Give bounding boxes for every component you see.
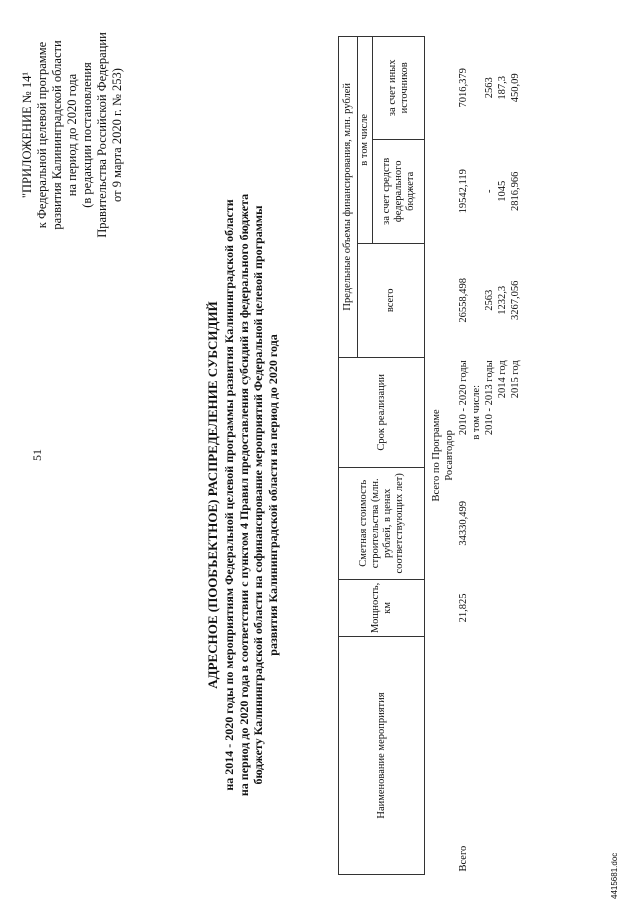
appendix-line-6: Правительства Российской Федерации [95, 32, 109, 238]
cell-period: 2010 - 2013 годы [484, 360, 495, 436]
section-line-1: Всего по Программе [431, 409, 442, 502]
cell-period: в том числе: [471, 384, 482, 440]
subtitle-line-4: развития Калининградской области на период до 2020 года [265, 334, 280, 656]
document-subtitle [222, 115, 280, 875]
subtitle-line-2: на период до 2020 года в соответствии с пунктом 4 Правил предоставления субсидий из федерального бюджета [236, 193, 251, 797]
appendix-line-1: "ПРИЛОЖЕНИЕ № 14¹ [20, 71, 34, 199]
appendix-block [20, 5, 125, 265]
appendix-line-4: на период до 2020 года [65, 73, 79, 197]
cell-total: 3267,056 [510, 280, 521, 320]
table-row [496, 36, 509, 874]
cell-cost: 34330,499 [458, 500, 469, 546]
table-row [483, 36, 496, 874]
cell-other: 450,09 [510, 73, 521, 103]
cell-other: 2563 [484, 77, 495, 99]
document-title: АДРЕСНОЕ (ПООБЪЕКТНОЕ) РАСПРЕДЕЛЕНИЕ СУБСИДИЙ [205, 301, 220, 689]
appendix-line-2: к Федеральной целевой программе [35, 41, 49, 229]
cell-federal: 2816,966 [510, 171, 521, 211]
header-period: Срок реализации [339, 357, 425, 467]
header-cost: Сметная стоимость строительства (млн. рублей, в ценах соответствующих лет) [339, 467, 425, 579]
subsidy-table [338, 36, 522, 875]
header-funding: Предельные объемы финансирования, млн. рублей [339, 36, 358, 357]
cell-total: 2563 [484, 289, 495, 311]
appendix-line-7: от 9 марта 2020 г. № 253) [110, 68, 124, 202]
cell-federal: 19542,119 [458, 169, 469, 214]
header-name: Наименование мероприятия [339, 637, 425, 875]
cell-total: 1232,3 [497, 285, 508, 315]
table-row [457, 36, 470, 874]
cell-period: 2015 год [510, 360, 521, 399]
section-row [425, 36, 458, 874]
header-other: за счет иных источников [373, 36, 425, 139]
cell-other: 7016,379 [458, 68, 469, 108]
cell-total: 26558,498 [458, 277, 469, 323]
cell-federal: 1045 [497, 180, 508, 202]
cell-capacity: 21,825 [458, 593, 469, 623]
appendix-line-5: (в редакции постановления [80, 62, 94, 208]
file-name: 4415681.doc [610, 852, 619, 899]
cell-other: 187,3 [497, 75, 508, 100]
table-row [509, 36, 522, 874]
cell-name: Всего [458, 845, 469, 872]
header-capacity: Мощность, км [339, 579, 425, 636]
subtitle-line-1: на 2014 - 2020 годы по мероприятиям Федеральной целевой программы развития Калининградской области [222, 199, 236, 791]
table-row [470, 36, 483, 874]
subtitle-line-3: бюджету Калининградской области на софинансирование мероприятий Федеральной целевой программы [251, 205, 266, 785]
header-federal: за счет средств федерального бюджета [373, 139, 425, 243]
cell-period: 2014 год [497, 360, 508, 399]
section-line-2: Росавтодор [444, 430, 455, 481]
cell-federal: - [484, 189, 495, 194]
header-including: в том числе [358, 36, 373, 243]
appendix-line-3: развития Калининградской области [50, 40, 64, 230]
header-total: всего [358, 243, 425, 357]
page-number: 51 [30, 449, 44, 461]
cell-period: 2010 - 2020 годы [458, 360, 469, 436]
